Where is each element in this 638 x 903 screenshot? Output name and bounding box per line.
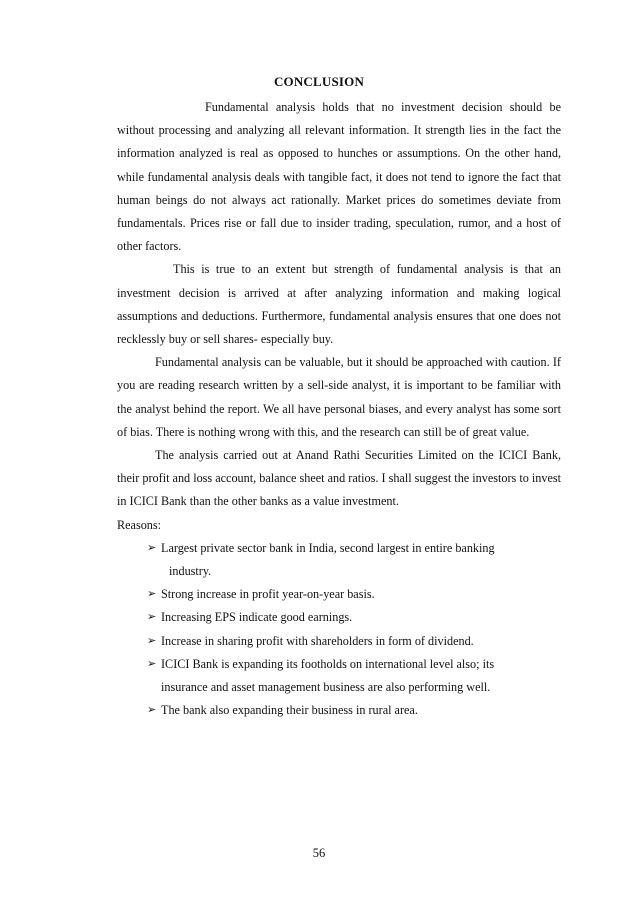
reason-text-continued: insurance and asset management business are also performing well. [161, 680, 491, 695]
reason-text: Increasing EPS indicate good earnings. [161, 610, 353, 625]
reason-item [147, 583, 561, 606]
arrow-bullet-icon: ➢ [147, 588, 157, 601]
page-title: CONCLUSION [273, 74, 365, 89]
arrow-bullet-icon: ➢ [147, 611, 157, 624]
page-number: 56 [312, 846, 326, 860]
reasons-label: Reasons: [117, 517, 162, 532]
reason-text-continued: industry. [169, 564, 212, 579]
reason-item [147, 699, 561, 722]
paragraph-2: This is true to an extent but strength of fundamental analysis is that an investment decision is arrived at after analyzing information and making logical assumptions and deductions. Furthermore, fundamental analysis ensures that one does not recklessly buy or sell shares- especially buy. [117, 262, 561, 347]
reason-item [147, 606, 561, 629]
reason-text: ICICI Bank is expanding its footholds on international level also; its [161, 656, 495, 671]
reason-item [147, 630, 561, 653]
paragraph-1: Fundamental analysis holds that no investment decision should be without processing and analyzing all relevant information. It strength lies in the fact the information analyzed is real as opposed to hunches or assumptions. On the other hand, while fundamental analysis deals with tangible fact, it does not tend to ignore the fact that human beings do not always act rationally. Market prices do sometimes deviate from fundamentals. Prices rise or fall due to insider trading, speculation, rumor, and a host of other factors. [117, 100, 561, 254]
arrow-bullet-icon: ➢ [147, 704, 157, 717]
reason-text: Largest private sector bank in India, second largest in entire banking [161, 540, 495, 555]
reason-item [147, 653, 561, 699]
reason-text: Strong increase in profit year-on-year basis. [161, 587, 375, 602]
reason-item [147, 537, 561, 583]
reason-text: Increase in sharing profit with shareholders in form of dividend. [161, 633, 474, 648]
arrow-bullet-icon: ➢ [147, 541, 157, 554]
paragraph-3: Fundamental analysis can be valuable, but it should be approached with caution. If you are reading research written by a sell-side analyst, it is important to be familiar with the analyst behind the report. We all have personal biases, and every analyst has some sort of bias. There is nothing wrong with this, and the research can still be of great value. [117, 355, 561, 439]
reasons-list [117, 537, 561, 723]
reason-text: The bank also expanding their business in rural area. [161, 703, 418, 718]
body-text [117, 96, 561, 722]
arrow-bullet-icon: ➢ [147, 634, 157, 647]
arrow-bullet-icon: ➢ [147, 657, 157, 670]
paragraph-4: The analysis carried out at Anand Rathi Securities Limited on the ICICI Bank, their profit and loss account, balance sheet and ratios. I shall suggest the investors to invest in ICICI Bank than the other banks as a value investment. [117, 448, 561, 509]
